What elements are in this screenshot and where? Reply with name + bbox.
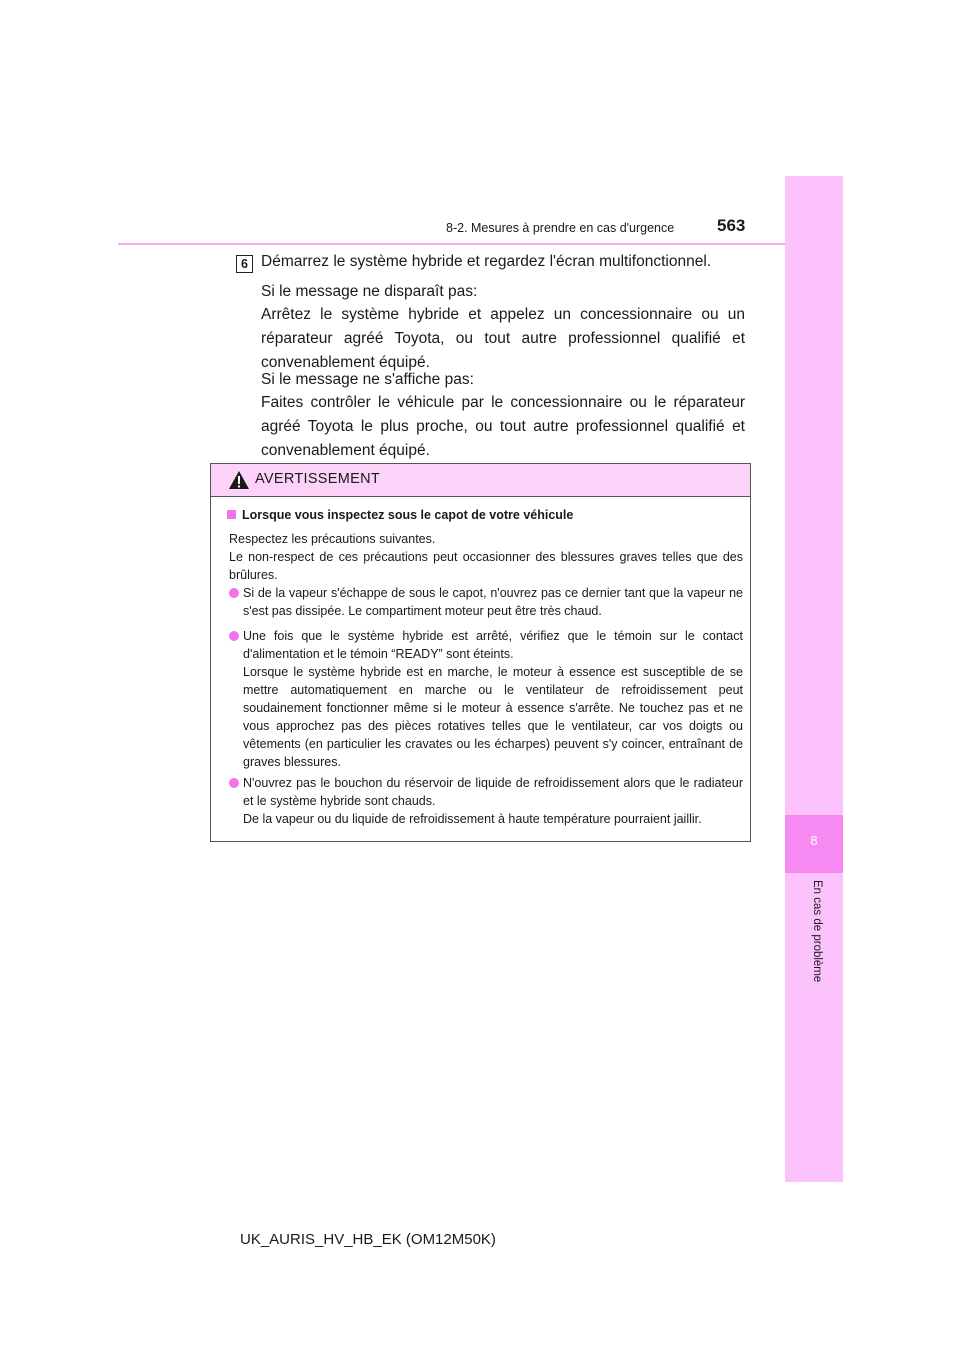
bullet-dot-icon (229, 588, 239, 598)
warning-subheading-text: Lorsque vous inspectez sous le capot de votre véhicule (242, 508, 574, 522)
case2-action: Faites contrôler le véhicule par le concessionnaire ou le réparateur agréé Toyota le plus proche, ou tout autre professionnel qualifié et convenablement équipé. (261, 394, 745, 459)
step-text: Démarrez le système hybride et regardez l'écran multifonctionnel. (261, 253, 712, 270)
header-divider (118, 243, 785, 245)
chapter-number: 8 (810, 833, 818, 848)
case1-action: Arrêtez le système hybride et appelez un concessionnaire ou un réparateur agréé Toyota, ou tout autre professionnel qualifié et convenablement équipé. (261, 306, 745, 371)
chapter-side-tab (785, 176, 843, 1182)
warning-bullet-3: N'ouvrez pas le bouchon du réservoir de liquide de refroidissement alors que le radiateur et le système hybride sont chauds. (243, 776, 743, 808)
case1-condition: Si le message ne disparaît pas: (261, 283, 478, 300)
section-title: 8-2. Mesures à prendre en cas d'urgence (446, 221, 675, 235)
warning-box (210, 463, 751, 842)
warning-bullet-2-detail: Lorsque le système hybride est en marche, le moteur à essence est susceptible de se mettre automatiquement en marche ou le ventilateur de refroidissement peut soudainement fonctionner même si le moteur à essence s'arrête. Ne touchez pas et ne vous approchez pas des pièces rotatives telles que le ventilateur, car vos doigts ou vêtements (en particulier les cravates ou les écharpes) peuvent s'y coincer, entraînant de graves blessures. (243, 665, 743, 769)
warning-subheading (227, 508, 573, 522)
warning-bullet-1: Si de la vapeur s'échappe de sous le capot, n'ouvrez pas ce dernier tant que la vapeur ne s'est pas dissipée. Le compartiment moteur peut être très chaud. (243, 586, 743, 618)
step-number-box: 6 (236, 255, 253, 273)
warning-intro-1: Respectez les précautions suivantes. (229, 532, 436, 546)
warning-header (211, 464, 750, 497)
square-bullet-icon (227, 510, 236, 519)
case2-condition: Si le message ne s'affiche pas: (261, 371, 474, 388)
warning-bullet-3-detail: De la vapeur ou du liquide de refroidissement à haute température pourraient jaillir. (243, 812, 702, 826)
warning-bullet-2: Une fois que le système hybride est arrêté, vérifiez que le témoin sur le contact d'alimentation et le témoin “READY” sont éteints. (243, 629, 743, 661)
warning-intro-2: Le non-respect de ces précautions peut occasionner des blessures graves telles que des brûlures. (229, 550, 743, 582)
warning-title: AVERTISSEMENT (255, 471, 381, 487)
bullet-dot-icon (229, 778, 239, 788)
document-code: UK_AURIS_HV_HB_EK (OM12M50K) (240, 1231, 496, 1248)
page-number: 563 (717, 216, 746, 235)
chapter-label: En cas de problème (811, 880, 823, 983)
bullet-dot-icon (229, 631, 239, 641)
warning-triangle-icon (228, 470, 250, 490)
